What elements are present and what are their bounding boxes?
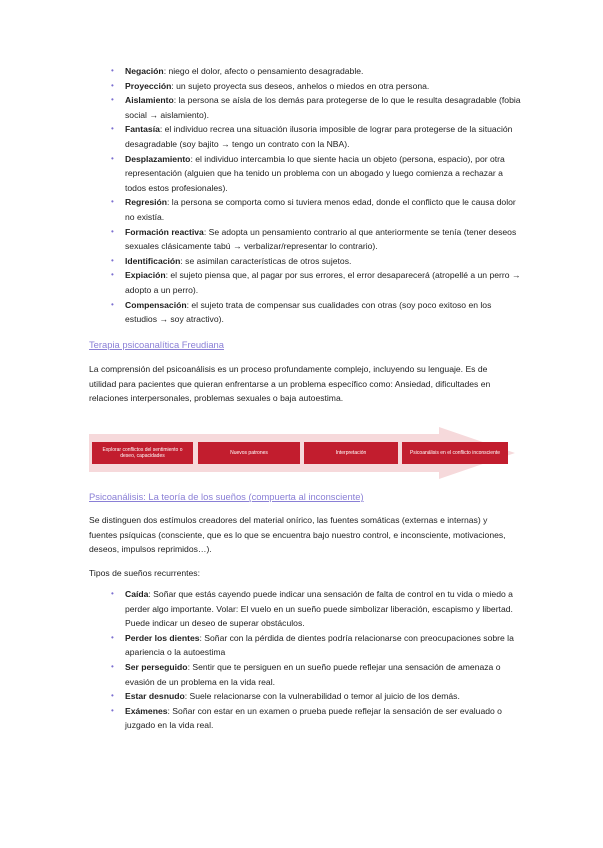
item-term: Caída bbox=[125, 589, 149, 599]
list-item bbox=[125, 268, 525, 297]
item-term: Negación bbox=[125, 66, 164, 76]
item-term: Compensación bbox=[125, 299, 187, 310]
section-paragraph: La comprensión del psicoanálisis es un proceso profundamente complejo, incluyendo su lenguaje. Es de utilidad para pacientes que quieran enfrentarse a un problema específico como: Ansiedad, dificultades en relaciones interpersonales, problemas sexuales o baja autoestima. bbox=[89, 364, 491, 404]
item-term: Expiación bbox=[125, 270, 166, 281]
item-desc: : Suele relacionarse con la vulnerabilidad o temor al juicio de los demás. bbox=[184, 691, 460, 702]
list-item bbox=[125, 79, 525, 94]
section-subtitle: Tipos de sueños recurrentes: bbox=[89, 568, 200, 578]
item-term: Formación reactiva bbox=[125, 226, 204, 237]
item-desc: : Soñar con la pérdida de dientes podría relacionarse con preocupaciones sobre la apariencia o la autoestima bbox=[125, 632, 514, 658]
item-desc: : el sujeto trata de compensar sus cualidades con otras (soy poco exitoso en los estudios → soy atractivo). bbox=[125, 299, 492, 325]
list-item bbox=[125, 254, 525, 269]
process-step-3: Interpretación bbox=[304, 442, 398, 464]
item-term: Desplazamiento bbox=[125, 153, 191, 164]
list-item bbox=[125, 195, 525, 224]
list-item bbox=[125, 689, 525, 704]
item-term: Exámenes bbox=[125, 705, 168, 716]
item-desc: : un sujeto proyecta sus deseos, anhelos o miedos en otra persona. bbox=[171, 80, 430, 91]
process-diagram bbox=[89, 427, 515, 479]
list-item bbox=[125, 225, 525, 254]
item-desc: : Soñar que estás cayendo puede indicar una sensación de falta de control en tu vida o miedo a perder algo importante. Volar: El vuelo en un sueño puede simbolizar liberación, escapismo y libertad. Puede indicar un deseo de superar obstáculos. bbox=[125, 589, 513, 629]
item-desc: : la persona se comporta como si tuviera menos edad, donde el conflicto que le causa dolor no existía. bbox=[125, 197, 516, 222]
list-item bbox=[125, 93, 525, 122]
item-term: Perder los dientes bbox=[125, 632, 200, 643]
defense-mechanisms-list bbox=[125, 64, 525, 327]
list-item bbox=[125, 64, 525, 79]
item-desc: : la persona se aísla de los demás para protegerse de lo que le resulta desagradable (fobia social → aislamiento). bbox=[125, 95, 521, 120]
section-heading-freudian-therapy[interactable]: Terapia psicoanalítica Freudiana bbox=[89, 339, 224, 350]
list-item bbox=[125, 152, 525, 196]
item-desc: : se asimilan características de otros sujetos. bbox=[180, 255, 352, 266]
recurring-dreams-list bbox=[125, 587, 525, 733]
list-item bbox=[125, 298, 525, 327]
item-desc: : el individuo intercambia lo que siente hacia un objeto (persona, espacio), por otra representación (alguien que ha tenido un problema con un abogado y luego comienza a rechazar a todos estos profesionales). bbox=[125, 153, 505, 193]
item-term: Regresión bbox=[125, 197, 168, 208]
item-term: Fantasía bbox=[125, 124, 160, 135]
list-item bbox=[125, 704, 525, 733]
item-desc: : Sentir que te persiguen en un sueño puede reflejar una sensación de amenaza o evasión de un problema en la vida real. bbox=[125, 661, 501, 687]
section-paragraph: Se distinguen dos estímulos creadores del material onírico, las fuentes somáticas (externas e internas) y fuentes psíquicas (consciente, que es lo que se encuentra bajo nuestro control, e inconsciente, motivaciones, deseos, impulsos reprimidos…). bbox=[89, 515, 506, 555]
item-term: Ser perseguido bbox=[125, 661, 188, 672]
item-desc: : el individuo recrea una situación ilusoria imposible de lograr para protegerse de la situación desagradable (soy bajito → tengo un contrato con la NBA). bbox=[125, 124, 513, 149]
list-item bbox=[125, 631, 525, 660]
list-item bbox=[125, 660, 525, 689]
item-term: Identificación bbox=[125, 255, 181, 266]
item-term: Estar desnudo bbox=[125, 691, 185, 702]
item-term: Aislamiento bbox=[125, 95, 174, 106]
item-term: Proyección bbox=[125, 80, 172, 91]
process-step-2: Nuevos patrones bbox=[198, 442, 300, 464]
item-desc: : Se adopta un pensamiento contrario al que anteriormente se tenía (tener deseos sexuales clásicamente tabú → verbalizar/representar lo contrario). bbox=[125, 226, 517, 252]
item-desc: : el sujeto piensa que, al pagar por sus errores, el error desaparecerá (atropellé a un perro → adopto a un perro). bbox=[125, 270, 521, 295]
section-heading-dream-theory[interactable]: Psicoanálisis: La teoría de los sueños (compuerta al inconsciente) bbox=[89, 491, 364, 502]
process-step-4: Psicoanálisis en el conflicto inconsciente bbox=[402, 442, 508, 464]
list-item bbox=[125, 122, 525, 151]
item-desc: : niego el dolor, afecto o pensamiento desagradable. bbox=[163, 66, 364, 76]
list-item bbox=[125, 587, 525, 631]
process-step-1: Explorar conflictos del sentimiento o deseo, capacidades bbox=[92, 442, 193, 464]
item-desc: : Soñar con estar en un examen o prueba puede reflejar la sensación de ser evaluado o juzgado en la vida real. bbox=[125, 705, 502, 731]
